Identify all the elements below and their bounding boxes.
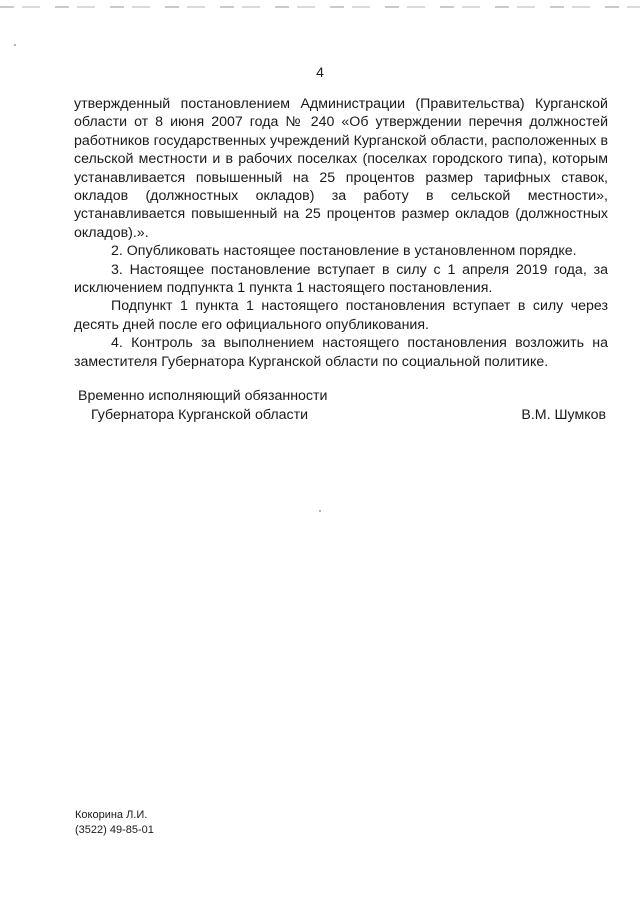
executor-phone: (3522) 49-85-01 — [75, 824, 154, 836]
paragraph-item-4: 4. Контроль за выполнением настоящего постановления возложить на заместителя Губернатора Курганской области по социальной политике. — [74, 335, 608, 370]
paragraph-item-3: 3. Настоящее постановление вступает в силу с 1 апреля 2019 года, за исключением подпункта 1 пункта 1 настоящего постановления. — [74, 261, 608, 297]
document-body — [74, 95, 608, 371]
paragraph-continuation: утвержденный постановлением Администрации (Правительства) Курганской области от 8 июня 2007 года № 240 «Об утверждении перечня должностей работников государственных учреждений Курганской области, расположенных в сельской местности и в рабочих поселках (поселках городского типа), которым устанавливается повышенный на 25 процентов размер тарифных ставок, окладов (должностных окладов) за работу в сельской местности», устанавливается повышенный на 25 процентов размер окладов (должностных окладов).». — [74, 96, 608, 241]
page-number: 4 — [316, 64, 324, 80]
executor-name: Кокорина Л.И. — [75, 809, 148, 821]
signatory-name: В.М. Шумков — [521, 407, 606, 423]
executor-info — [75, 808, 154, 838]
signatory-title-line1: Временно исполняющий обязанности — [78, 388, 328, 404]
signatory-title — [78, 387, 327, 425]
scan-edge-artifact — [0, 6, 640, 8]
signatory-title-line2: Губернатора Курганской области — [91, 407, 309, 423]
scan-speck — [319, 510, 321, 512]
paragraph-subclause-note: Подпункт 1 пункта 1 настоящего постановления вступает в силу через десять дней после его официального опубликования. — [74, 298, 608, 333]
scan-speck — [14, 44, 16, 46]
paragraph-item-2: 2. Опубликовать настоящее постановление в установленном порядке. — [111, 243, 577, 260]
